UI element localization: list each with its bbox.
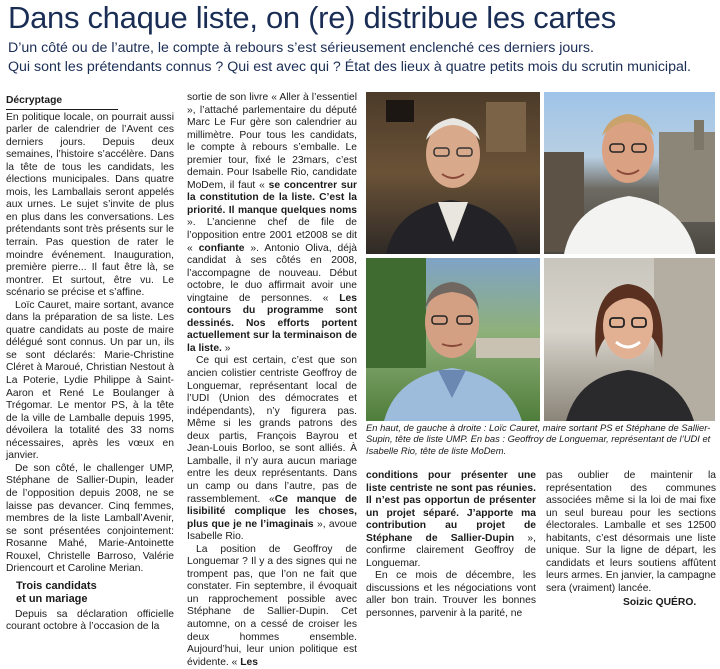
- quote-bold: Les contours du programme sont dessinés. Nos efforts portent actuellement sur la terminaison de la liste.: [187, 292, 357, 354]
- byline-signature: Soizic QUÉRO.: [623, 597, 697, 608]
- subhead: [16, 580, 174, 606]
- quote-bold: confiante: [198, 242, 245, 254]
- kicker: Décryptage: [6, 95, 118, 110]
- subhead-line-1: Trois candidats: [16, 579, 97, 592]
- photo-loic-cauret: [366, 92, 540, 254]
- lede-line-2: Qui sont les prétendants connus ? Qui est avec qui ? État des lieux à quatre petits mois du scrutin municipal.: [8, 59, 691, 75]
- column-3: [366, 470, 536, 621]
- photo-caption: En haut, de gauche à droite : Loïc Cauret, maire sortant PS et Stéphane de Sallier-Supin, tête de liste UMP. En bas : Geoffroy de Longuemar, représentant de l’UDI et Isabelle Rio, tête de liste MoDem.: [366, 422, 711, 456]
- text-run: sortie de son livre « Aller à l’essentiel », l’attaché parlementaire du député Marc Le Fur gère son calendrier au millimètre. Pour tous les candidats, le compte à rebours s’emballe. Le premier tour, fixé le 23mars, c’est demain. Pour Isabelle Rio, candidate MoDem, il faut «: [187, 92, 357, 191]
- photo-geoffroy-de-longuemar: [366, 258, 540, 421]
- photo-stephane-de-sallier-dupin: [544, 92, 715, 254]
- headline: Dans chaque liste, on (re) distribue les cartes: [8, 0, 616, 35]
- paragraph: Loïc Cauret, maire sortant, avance dans la préparation de sa liste. Les quatre candidats au poste de maire délégué sont connus. Un par un, ils se sont déclarés: Marie-Christine Cléret à Maroué, Christian Nestout à La Poterie, Lydie Philippe à Saint-Aaron et René Le Boulanger à Trégomar. Le mentor PS, à la tête de la ville de Lamballe depuis 1995, dévoilera la totalité des 33 noms nécessaires, après les vœux en janvier.: [6, 299, 174, 462]
- column-4: [546, 470, 716, 595]
- text-run: ». L’ancienne chef de file de l’opposition entre 2001 et2008 se dit «: [187, 217, 357, 254]
- paragraph: [187, 544, 357, 669]
- quote-bold: Les: [240, 656, 258, 668]
- paragraph: En ce mois de décembre, les discussions et les négociations vont aller bon train. Trouver les bonnes personnes, parvenir à la parité, ne: [366, 570, 536, 620]
- text-run: ». Antonio Oliva, déjà candidat à ses côtés en 2008, l’accompagne de nouveau. Début octobre, le duo affirmait avoir une vingtaine de personnes. «: [187, 242, 357, 304]
- quote-bold: conditions pour présenter une liste centriste ne sont pas réunies. Il n’est pas opportun de présenter un projet séparé. J’apporte ma contribution au projet de Stéphane de Sallier-Dupin: [366, 470, 536, 544]
- subhead-line-2: et un mariage: [16, 592, 88, 605]
- paragraph: pas oublier de maintenir la représentation des communes associées même si la loi de mai fixe un seul bureau pour les sections électorales. Lamballe et ses 12500 habitants, c’est désormais une liste unique. Sur la ligne de départ, les candidats et leurs soutiens affûtent leurs armes. En janvier, la campagne sera (vraiment) lancée.: [546, 470, 716, 594]
- paragraph: De son côté, le challenger UMP, Stéphane de Sallier-Dupin, leader de l’opposition depuis 2008, ne se laisse pas devancer. Cinq femmes, membres de la liste Lamball’Avenir, se sont présentées conjointement: Rosanne Mahé, Marie-Antoinette Rouxel, Christelle Barroso, Valérie Driencourt et Caroline Merian.: [6, 462, 174, 575]
- paragraph: [187, 355, 357, 543]
- text-run: »: [221, 342, 231, 354]
- paragraph: En politique locale, on pourrait aussi parler de calendrier de l’Avent ces derniers jours. Depuis deux semaines, l’histoire s’accélère. Dans la tête de tous les candidats, les élections municipales. Dans quatre mois, les Lamballais seront appelés aux urnes. Le sujet s’invite de plus en plus dans les conversations. Les prétendants sont très présents sur le terrain. Pas question de rater le moindre événement. Inauguration, première pierre... Il faut être là, se montrer. Et surtout, être vu. Le scénario se précise et s’affine.: [6, 111, 174, 299]
- paragraph: [366, 470, 536, 570]
- quote-bold: se concentrer sur la constitution de la liste. C’est la priorité. Il manque quelques noms: [187, 179, 358, 216]
- text-run: La position de Geoffroy de Longuemar ? Il y a des signes qui ne trompent pas, que l’on ne fait que constater. Fin septembre, il évoquait un rapprochement possible avec Stéphane de Sallier-Dupin. Cet automne, on a cessé de croiser les deux hommes ensemble. Aujourd’hui, leur union politique est évidente. «: [187, 543, 357, 668]
- text-run: », avoue Isabelle Rio.: [187, 518, 357, 543]
- lede: [8, 39, 720, 77]
- text-run: Ce qui est certain, c’est que son ancien colistier centriste Geoffroy de Longuemar, représentant local de l’UDI (Union des démocrates et indépendants), n’y figurera pas. Même si les grands patrons des deux partis, François Bayrou et Jean-Louis Borloo, se sont alliés. À Lamballe, il n’y aura aucun mariage entre les deux représentants. Dans un camp ou dans l’autre, pas de rassemblement. «: [187, 355, 357, 505]
- paragraph: [187, 92, 357, 355]
- lede-line-1: D’un côté ou de l’autre, le compte à rebours s’est sérieusement enclenché ces derniers jours.: [8, 40, 594, 56]
- paragraph: Depuis sa déclaration officielle courant octobre à l’occasion de la: [6, 608, 174, 633]
- column-1: [6, 95, 174, 634]
- text-run: », confirme clairement Geoffroy de Longuemar.: [366, 532, 537, 569]
- column-2: [187, 92, 357, 669]
- quote-bold: Ce manque de lisibilité complique les choses, plus que je ne l’imaginais: [187, 493, 357, 530]
- photo-isabelle-rio: [544, 258, 715, 421]
